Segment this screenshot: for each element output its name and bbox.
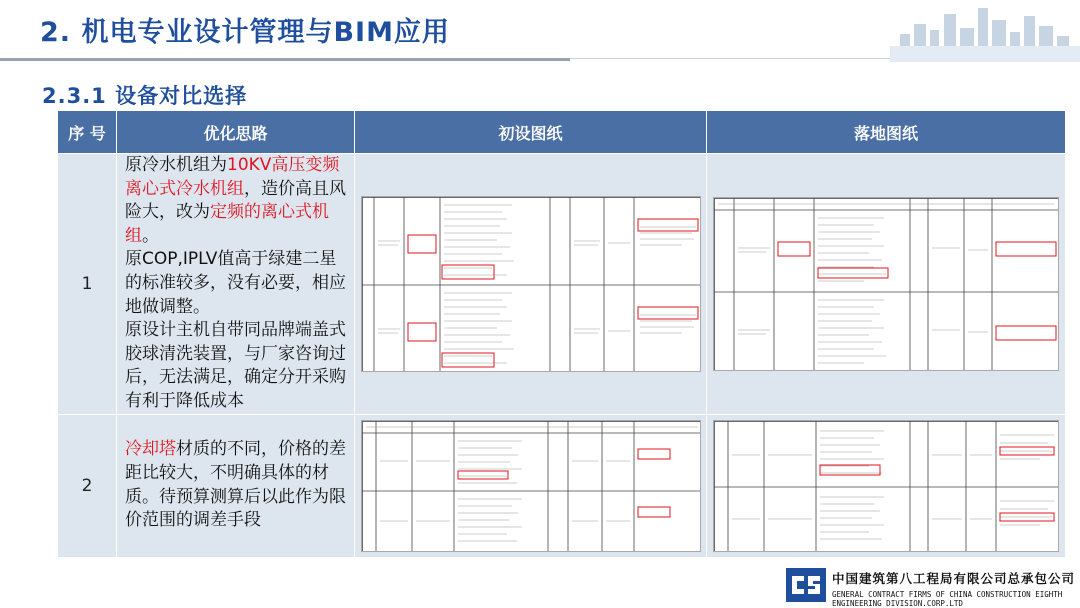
final-drawing-image (713, 420, 1059, 552)
header-initial-drawing: 初设图纸 (355, 111, 707, 154)
initial-drawing-image (361, 196, 701, 372)
final-drawing-cell (707, 154, 1066, 415)
idea-highlight: 冷却塔 (125, 439, 176, 460)
row-number: 1 (58, 154, 117, 415)
optimization-idea (117, 414, 355, 557)
idea-text: 原COP,IPLV值高于绿建二星的标准较多，没有必要，相应地做调整。 (125, 249, 346, 317)
idea-highlight: 定频的离心式机组 (125, 202, 329, 246)
idea-text: 。 (142, 225, 159, 246)
page-title: 2. 机电专业设计管理与BIM应用 (40, 17, 450, 48)
header-final-drawing: 落地图纸 (707, 111, 1066, 154)
final-drawing-image (713, 197, 1059, 371)
section-subtitle: 2.3.1 设备对比选择 (42, 84, 248, 108)
header-number: 序 号 (58, 111, 117, 154)
row-number: 2 (58, 414, 117, 557)
company-logo-icon (786, 568, 826, 602)
idea-text: 原冷水机组为 (125, 155, 227, 175)
initial-drawing-cell (355, 154, 707, 415)
comparison-table (57, 110, 1066, 558)
idea-text: 原设计主机自带同品牌端盖式胶球清洗装置，与厂家咨询过后，无法满足，确定分开采购有利于降低成本 (125, 320, 346, 411)
table-header-row (58, 111, 1066, 154)
idea-text: ，造价高且风险大，改为 (125, 178, 346, 223)
header-idea: 优化思路 (117, 111, 355, 154)
initial-drawing-image (361, 420, 701, 552)
idea-highlight: 10KV高压变频离心式冷水机组 (125, 155, 340, 199)
table-row (58, 154, 1066, 415)
city-skyline-graphic (890, 0, 1080, 62)
initial-drawing-cell (355, 414, 707, 557)
company-name-en: GENERAL CONTRACT FIRMS OF CHINA CONSTRUCTION EIGHTH ENGINEERING DIVISION.CORP.LTD (832, 590, 1063, 608)
optimization-idea (117, 154, 355, 415)
final-drawing-cell (707, 414, 1066, 557)
company-name-cn: 中国建筑第八工程局有限公司总承包公司 (832, 571, 1076, 586)
table-row (58, 414, 1066, 557)
idea-text: 材质的不同，价格的差距比较大，不明确具体的材质。待预算测算后以此作为限价范围的调差手段 (125, 439, 346, 531)
title-divider (0, 58, 570, 61)
